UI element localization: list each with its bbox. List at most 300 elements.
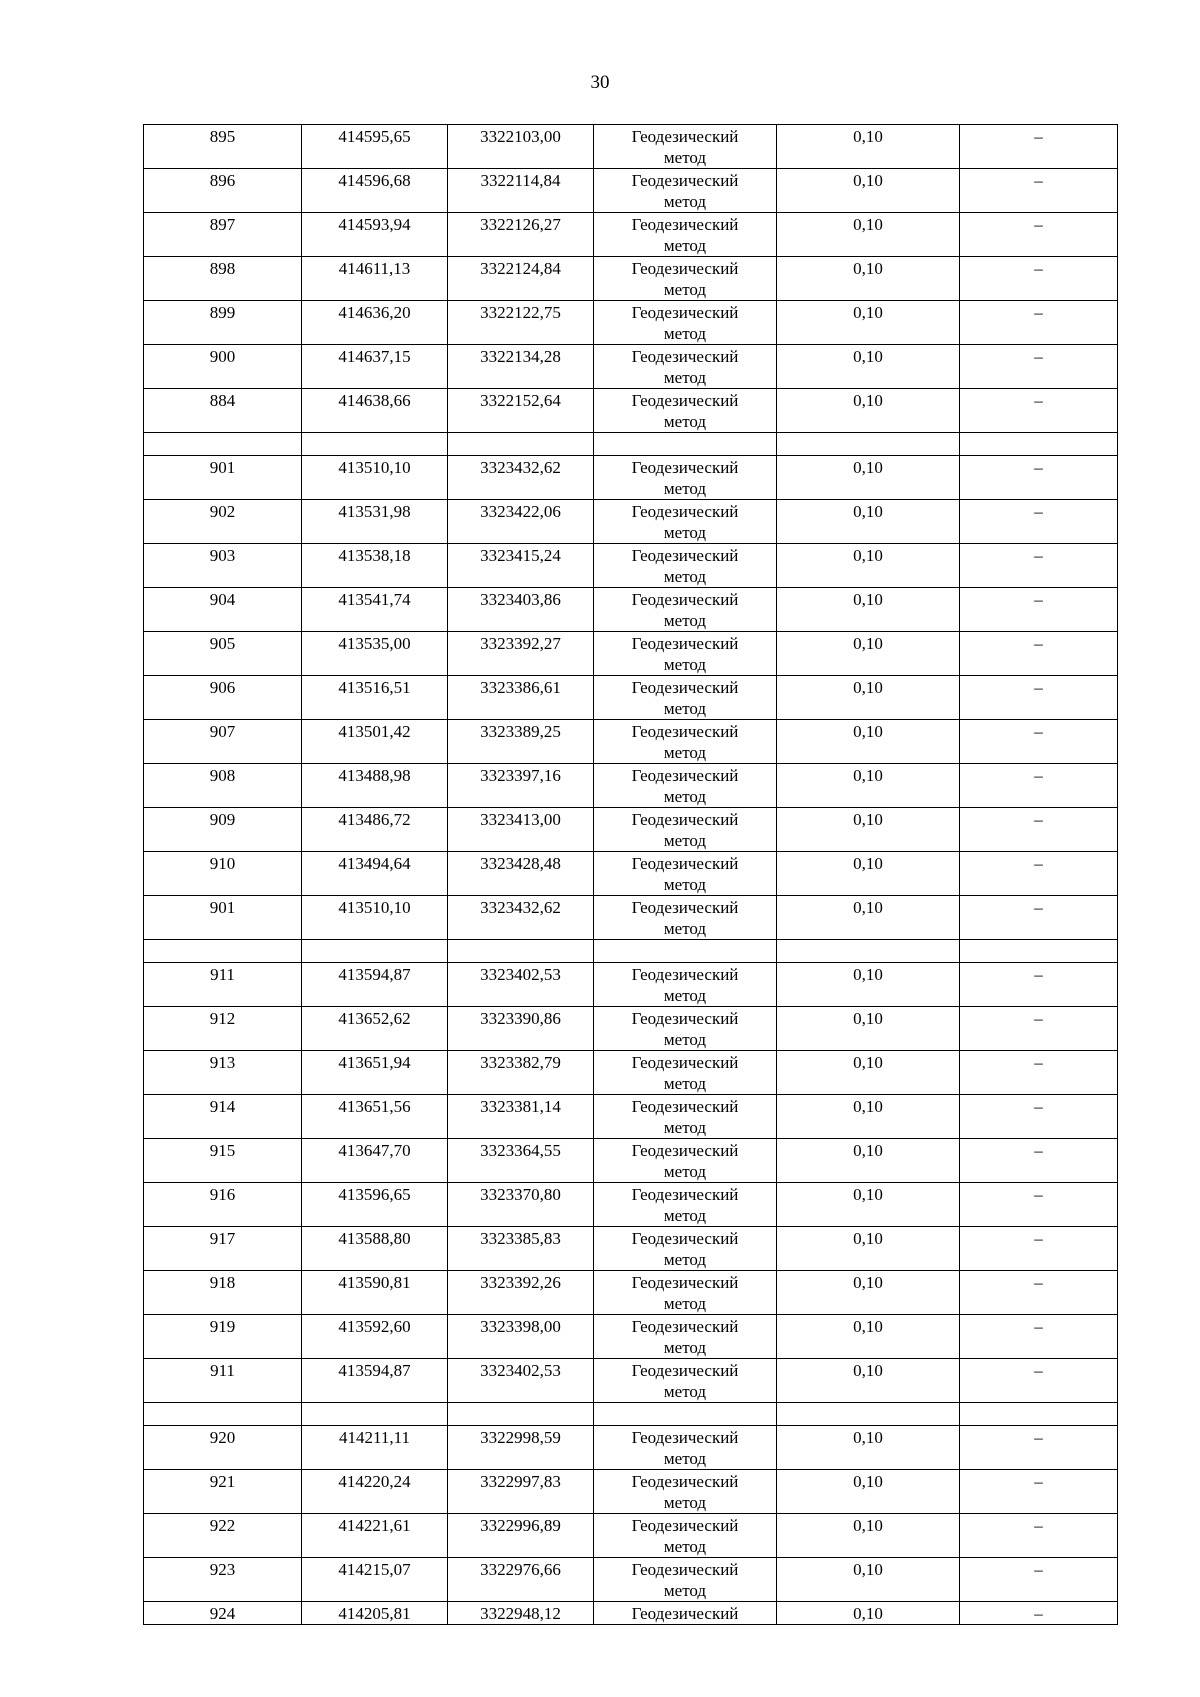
accuracy-value: 0,10 xyxy=(853,1317,883,1336)
x-coordinate-cell xyxy=(302,301,448,345)
y-coordinate-cell xyxy=(448,676,594,720)
x-coordinate: 413501,42 xyxy=(338,722,411,741)
point-number-cell xyxy=(144,1470,302,1514)
note-dash: – xyxy=(1034,678,1043,697)
method-text-line-2: метод xyxy=(663,1294,707,1313)
point-number: 909 xyxy=(209,810,236,829)
note-cell xyxy=(960,632,1118,676)
y-coordinate-cell xyxy=(448,500,594,544)
note-dash: – xyxy=(1034,391,1043,410)
x-coordinate: 414637,15 xyxy=(338,347,411,366)
point-number: 903 xyxy=(209,546,236,565)
method-text-line-2: метод xyxy=(663,1382,707,1401)
method-cell xyxy=(594,720,777,764)
note-dash: – xyxy=(1034,458,1043,477)
accuracy-value: 0,10 xyxy=(853,1472,883,1491)
x-coordinate: 414596,68 xyxy=(338,171,411,190)
accuracy-value: 0,10 xyxy=(853,215,883,234)
point-number: 896 xyxy=(209,171,236,190)
method-text-line-2: метод xyxy=(663,919,707,938)
method-text-line-2: метод xyxy=(663,324,707,343)
method-text-line-1: Геодезический xyxy=(631,1185,739,1204)
note-dash: – xyxy=(1034,347,1043,366)
accuracy-cell xyxy=(777,1139,960,1183)
point-number: 916 xyxy=(209,1185,236,1204)
table-row xyxy=(144,456,1118,500)
method-text-line-1: Геодезический xyxy=(631,215,739,234)
y-coordinate-cell xyxy=(448,301,594,345)
accuracy-cell xyxy=(777,808,960,852)
method-text-line-1: Геодезический xyxy=(631,259,739,278)
x-coordinate: 413488,98 xyxy=(338,766,411,785)
y-coordinate: 3323370,80 xyxy=(480,1185,561,1204)
accuracy-cell xyxy=(777,720,960,764)
accuracy-cell xyxy=(777,1558,960,1602)
point-number-cell xyxy=(144,213,302,257)
accuracy-cell xyxy=(777,345,960,389)
method-cell xyxy=(594,1602,777,1625)
table-row xyxy=(144,1007,1118,1051)
point-number-cell xyxy=(144,1315,302,1359)
accuracy-value: 0,10 xyxy=(853,965,883,984)
y-coordinate-cell xyxy=(448,1315,594,1359)
point-number-cell xyxy=(144,389,302,433)
accuracy-cell xyxy=(777,544,960,588)
accuracy-cell xyxy=(777,1514,960,1558)
x-coordinate-cell xyxy=(302,1426,448,1470)
y-coordinate: 3323389,25 xyxy=(480,722,561,741)
y-coordinate-cell xyxy=(448,632,594,676)
method-text-line-1: Геодезический xyxy=(631,854,739,873)
note-dash: – xyxy=(1034,1317,1043,1336)
point-number-cell xyxy=(144,1271,302,1315)
accuracy-value: 0,10 xyxy=(853,1141,883,1160)
method-text-line-2: метод xyxy=(663,1449,707,1468)
y-coordinate: 3323402,53 xyxy=(480,1361,561,1380)
note-dash: – xyxy=(1034,171,1043,190)
accuracy-cell xyxy=(777,852,960,896)
point-number: 913 xyxy=(209,1053,236,1072)
point-number: 918 xyxy=(209,1273,236,1292)
point-number-cell xyxy=(144,169,302,213)
method-text-line-2: метод xyxy=(663,479,707,498)
accuracy-value: 0,10 xyxy=(853,303,883,322)
method-cell xyxy=(594,632,777,676)
note-cell xyxy=(960,257,1118,301)
y-coordinate: 3323415,24 xyxy=(480,546,561,565)
point-number: 923 xyxy=(209,1560,236,1579)
y-coordinate-cell xyxy=(448,125,594,169)
method-cell xyxy=(594,257,777,301)
x-coordinate: 414205,81 xyxy=(338,1604,411,1623)
y-coordinate-cell xyxy=(448,1470,594,1514)
table-row xyxy=(144,500,1118,544)
x-coordinate-cell xyxy=(302,1470,448,1514)
x-coordinate-cell xyxy=(302,1095,448,1139)
table-row xyxy=(144,1051,1118,1095)
method-text-line-2: метод xyxy=(663,699,707,718)
table-row xyxy=(144,1470,1118,1514)
y-coordinate: 3323413,00 xyxy=(480,810,561,829)
x-coordinate-cell xyxy=(302,213,448,257)
note-cell xyxy=(960,1602,1118,1625)
point-number-cell xyxy=(144,632,302,676)
accuracy-cell xyxy=(777,764,960,808)
accuracy-value: 0,10 xyxy=(853,1009,883,1028)
point-number: 921 xyxy=(209,1472,236,1491)
accuracy-cell xyxy=(777,1183,960,1227)
method-cell xyxy=(594,213,777,257)
y-coordinate: 3322976,66 xyxy=(480,1560,561,1579)
y-coordinate-cell xyxy=(448,389,594,433)
method-text-line-1: Геодезический xyxy=(631,1009,739,1028)
note-dash: – xyxy=(1034,1185,1043,1204)
point-number-cell xyxy=(144,808,302,852)
point-number: 910 xyxy=(209,854,236,873)
method-cell xyxy=(594,500,777,544)
y-coordinate-cell xyxy=(448,1514,594,1558)
note-cell xyxy=(960,1315,1118,1359)
note-dash: – xyxy=(1034,634,1043,653)
accuracy-cell xyxy=(777,125,960,169)
table-row xyxy=(144,1271,1118,1315)
note-dash: – xyxy=(1034,1472,1043,1491)
y-coordinate: 3323386,61 xyxy=(480,678,561,697)
method-text-line-1: Геодезический xyxy=(631,171,739,190)
accuracy-cell xyxy=(777,588,960,632)
method-cell xyxy=(594,1007,777,1051)
point-number-cell xyxy=(144,125,302,169)
table-row xyxy=(144,1095,1118,1139)
y-coordinate: 3322997,83 xyxy=(480,1472,561,1491)
empty-cell xyxy=(448,1403,594,1426)
method-text-line-2: метод xyxy=(663,1162,707,1181)
accuracy-cell xyxy=(777,1602,960,1625)
group-separator-row xyxy=(144,1403,1118,1426)
y-coordinate: 3323381,14 xyxy=(480,1097,561,1116)
y-coordinate-cell xyxy=(448,588,594,632)
method-text-line-1: Геодезический xyxy=(631,1273,739,1292)
note-dash: – xyxy=(1034,1009,1043,1028)
y-coordinate-cell xyxy=(448,1558,594,1602)
method-cell xyxy=(594,588,777,632)
accuracy-value: 0,10 xyxy=(853,391,883,410)
accuracy-value: 0,10 xyxy=(853,1185,883,1204)
note-dash: – xyxy=(1034,259,1043,278)
y-coordinate: 3323392,27 xyxy=(480,634,561,653)
y-coordinate: 3323385,83 xyxy=(480,1229,561,1248)
empty-cell xyxy=(448,940,594,963)
accuracy-value: 0,10 xyxy=(853,546,883,565)
method-text-line-1: Геодезический xyxy=(631,590,739,609)
accuracy-value: 0,10 xyxy=(853,1273,883,1292)
y-coordinate-cell xyxy=(448,345,594,389)
accuracy-value: 0,10 xyxy=(853,810,883,829)
x-coordinate-cell xyxy=(302,257,448,301)
method-cell xyxy=(594,1315,777,1359)
method-text-line-2: метод xyxy=(663,412,707,431)
accuracy-value: 0,10 xyxy=(853,898,883,917)
x-coordinate-cell xyxy=(302,1602,448,1625)
group-separator-row xyxy=(144,433,1118,456)
point-number-cell xyxy=(144,676,302,720)
empty-cell xyxy=(448,433,594,456)
y-coordinate: 3323432,62 xyxy=(480,898,561,917)
note-cell xyxy=(960,1558,1118,1602)
x-coordinate: 414220,24 xyxy=(338,1472,411,1491)
table-row xyxy=(144,720,1118,764)
method-cell xyxy=(594,1514,777,1558)
note-cell xyxy=(960,544,1118,588)
method-text-line-2: метод xyxy=(663,655,707,674)
x-coordinate-cell xyxy=(302,1139,448,1183)
accuracy-cell xyxy=(777,456,960,500)
empty-cell xyxy=(777,433,960,456)
note-cell xyxy=(960,1271,1118,1315)
method-cell xyxy=(594,896,777,940)
x-coordinate-cell xyxy=(302,345,448,389)
y-coordinate-cell xyxy=(448,1007,594,1051)
accuracy-cell xyxy=(777,169,960,213)
accuracy-cell xyxy=(777,500,960,544)
x-coordinate: 413516,51 xyxy=(338,678,411,697)
y-coordinate-cell xyxy=(448,1183,594,1227)
method-text-line-2: метод xyxy=(663,567,707,586)
method-text-line-2: метод xyxy=(663,192,707,211)
x-coordinate: 413647,70 xyxy=(338,1141,411,1160)
note-dash: – xyxy=(1034,215,1043,234)
point-number-cell xyxy=(144,1602,302,1625)
empty-cell xyxy=(960,940,1118,963)
accuracy-value: 0,10 xyxy=(853,259,883,278)
method-cell xyxy=(594,852,777,896)
x-coordinate-cell xyxy=(302,1271,448,1315)
point-number-cell xyxy=(144,1095,302,1139)
x-coordinate-cell xyxy=(302,456,448,500)
method-text-line-2: метод xyxy=(663,1030,707,1049)
method-cell xyxy=(594,1470,777,1514)
method-cell xyxy=(594,389,777,433)
point-number: 922 xyxy=(209,1516,236,1535)
note-dash: – xyxy=(1034,1229,1043,1248)
point-number: 907 xyxy=(209,722,236,741)
note-cell xyxy=(960,1426,1118,1470)
y-coordinate-cell xyxy=(448,1271,594,1315)
point-number: 901 xyxy=(209,458,236,477)
empty-cell xyxy=(144,1403,302,1426)
method-text-line-1: Геодезический xyxy=(631,1053,739,1072)
empty-cell xyxy=(302,940,448,963)
y-coordinate: 3322126,27 xyxy=(480,215,561,234)
method-cell xyxy=(594,1426,777,1470)
method-text-line-2: метод xyxy=(663,368,707,387)
x-coordinate-cell xyxy=(302,1315,448,1359)
accuracy-cell xyxy=(777,1470,960,1514)
accuracy-cell xyxy=(777,676,960,720)
x-coordinate: 413486,72 xyxy=(338,810,411,829)
accuracy-value: 0,10 xyxy=(853,347,883,366)
point-number: 900 xyxy=(209,347,236,366)
method-cell xyxy=(594,169,777,213)
note-cell xyxy=(960,301,1118,345)
empty-cell xyxy=(777,1403,960,1426)
y-coordinate-cell xyxy=(448,213,594,257)
accuracy-value: 0,10 xyxy=(853,1428,883,1447)
x-coordinate: 413535,00 xyxy=(338,634,411,653)
accuracy-value: 0,10 xyxy=(853,1560,883,1579)
y-coordinate-cell xyxy=(448,963,594,1007)
note-dash: – xyxy=(1034,854,1043,873)
y-coordinate-cell xyxy=(448,1139,594,1183)
empty-cell xyxy=(960,433,1118,456)
x-coordinate-cell xyxy=(302,1359,448,1403)
note-dash: – xyxy=(1034,722,1043,741)
method-cell xyxy=(594,764,777,808)
method-text-line-2: метод xyxy=(663,1338,707,1357)
method-text-line-2: метод xyxy=(663,280,707,299)
point-number-cell xyxy=(144,1558,302,1602)
point-number: 899 xyxy=(209,303,236,322)
method-text-line-1: Геодезический xyxy=(631,810,739,829)
method-text-line-1: Геодезический xyxy=(631,1516,739,1535)
method-cell xyxy=(594,1095,777,1139)
method-text-line-1: Геодезический xyxy=(631,1229,739,1248)
empty-cell xyxy=(302,1403,448,1426)
table-row xyxy=(144,544,1118,588)
method-cell xyxy=(594,1183,777,1227)
accuracy-value: 0,10 xyxy=(853,1361,883,1380)
coordinates-table-body xyxy=(144,125,1118,1625)
note-cell xyxy=(960,1514,1118,1558)
table-row xyxy=(144,257,1118,301)
table-row xyxy=(144,632,1118,676)
x-coordinate-cell xyxy=(302,632,448,676)
empty-cell xyxy=(594,433,777,456)
point-number: 904 xyxy=(209,590,236,609)
x-coordinate-cell xyxy=(302,1514,448,1558)
method-text-line-2: метод xyxy=(663,1537,707,1556)
accuracy-value: 0,10 xyxy=(853,1516,883,1535)
y-coordinate: 3322122,75 xyxy=(480,303,561,322)
y-coordinate: 3322114,84 xyxy=(480,171,561,190)
y-coordinate: 3322152,64 xyxy=(480,391,561,410)
point-number: 898 xyxy=(209,259,236,278)
method-cell xyxy=(594,1051,777,1095)
accuracy-cell xyxy=(777,301,960,345)
note-cell xyxy=(960,169,1118,213)
accuracy-value: 0,10 xyxy=(853,1229,883,1248)
point-number-cell xyxy=(144,1139,302,1183)
accuracy-cell xyxy=(777,1271,960,1315)
method-text-line-1: Геодезический xyxy=(631,1361,739,1380)
x-coordinate: 414211,11 xyxy=(339,1428,410,1447)
empty-cell xyxy=(594,1403,777,1426)
method-text-line-2: метод xyxy=(663,148,707,167)
method-text-line-1: Геодезический xyxy=(631,502,739,521)
y-coordinate: 3322996,89 xyxy=(480,1516,561,1535)
x-coordinate: 414593,94 xyxy=(338,215,411,234)
accuracy-cell xyxy=(777,1315,960,1359)
point-number-cell xyxy=(144,852,302,896)
note-dash: – xyxy=(1034,1516,1043,1535)
table-row xyxy=(144,1139,1118,1183)
y-coordinate: 3323422,06 xyxy=(480,502,561,521)
accuracy-value: 0,10 xyxy=(853,502,883,521)
x-coordinate: 413651,56 xyxy=(338,1097,411,1116)
method-text-line-2: метод xyxy=(663,1581,707,1600)
method-text-line-2: метод xyxy=(663,986,707,1005)
x-coordinate-cell xyxy=(302,169,448,213)
table-row xyxy=(144,301,1118,345)
method-cell xyxy=(594,1359,777,1403)
y-coordinate: 3323397,16 xyxy=(480,766,561,785)
table-row xyxy=(144,345,1118,389)
y-coordinate: 3323390,86 xyxy=(480,1009,561,1028)
note-dash: – xyxy=(1034,1361,1043,1380)
empty-cell xyxy=(594,940,777,963)
x-coordinate: 414636,20 xyxy=(338,303,411,322)
accuracy-cell xyxy=(777,1426,960,1470)
method-text-line-2: метод xyxy=(663,523,707,542)
note-cell xyxy=(960,720,1118,764)
note-cell xyxy=(960,808,1118,852)
x-coordinate: 414595,65 xyxy=(338,127,411,146)
accuracy-cell xyxy=(777,1007,960,1051)
note-cell xyxy=(960,963,1118,1007)
method-cell xyxy=(594,125,777,169)
point-number: 905 xyxy=(209,634,236,653)
table-row xyxy=(144,169,1118,213)
note-cell xyxy=(960,345,1118,389)
method-text-line-1: Геодезический xyxy=(631,127,739,146)
note-dash: – xyxy=(1034,303,1043,322)
point-number-cell xyxy=(144,764,302,808)
note-dash: – xyxy=(1034,127,1043,146)
x-coordinate: 413590,81 xyxy=(338,1273,411,1292)
x-coordinate-cell xyxy=(302,125,448,169)
y-coordinate: 3323428,48 xyxy=(480,854,561,873)
x-coordinate: 413594,87 xyxy=(338,965,411,984)
method-cell xyxy=(594,963,777,1007)
note-dash: – xyxy=(1034,766,1043,785)
point-number-cell xyxy=(144,500,302,544)
note-dash: – xyxy=(1034,1273,1043,1292)
y-coordinate-cell xyxy=(448,257,594,301)
note-dash: – xyxy=(1034,1428,1043,1447)
table-row xyxy=(144,1426,1118,1470)
accuracy-value: 0,10 xyxy=(853,634,883,653)
note-dash: – xyxy=(1034,965,1043,984)
accuracy-value: 0,10 xyxy=(853,1604,883,1623)
y-coordinate-cell xyxy=(448,1359,594,1403)
empty-cell xyxy=(960,1403,1118,1426)
accuracy-value: 0,10 xyxy=(853,854,883,873)
empty-cell xyxy=(144,433,302,456)
x-coordinate-cell xyxy=(302,389,448,433)
table-row xyxy=(144,1558,1118,1602)
method-text-line-2: метод xyxy=(663,1074,707,1093)
accuracy-value: 0,10 xyxy=(853,127,883,146)
note-cell xyxy=(960,1139,1118,1183)
y-coordinate-cell xyxy=(448,1426,594,1470)
x-coordinate: 413494,64 xyxy=(338,854,411,873)
method-cell xyxy=(594,1271,777,1315)
x-coordinate-cell xyxy=(302,1558,448,1602)
accuracy-cell xyxy=(777,963,960,1007)
point-number: 895 xyxy=(209,127,236,146)
accuracy-cell xyxy=(777,213,960,257)
x-coordinate-cell xyxy=(302,1051,448,1095)
